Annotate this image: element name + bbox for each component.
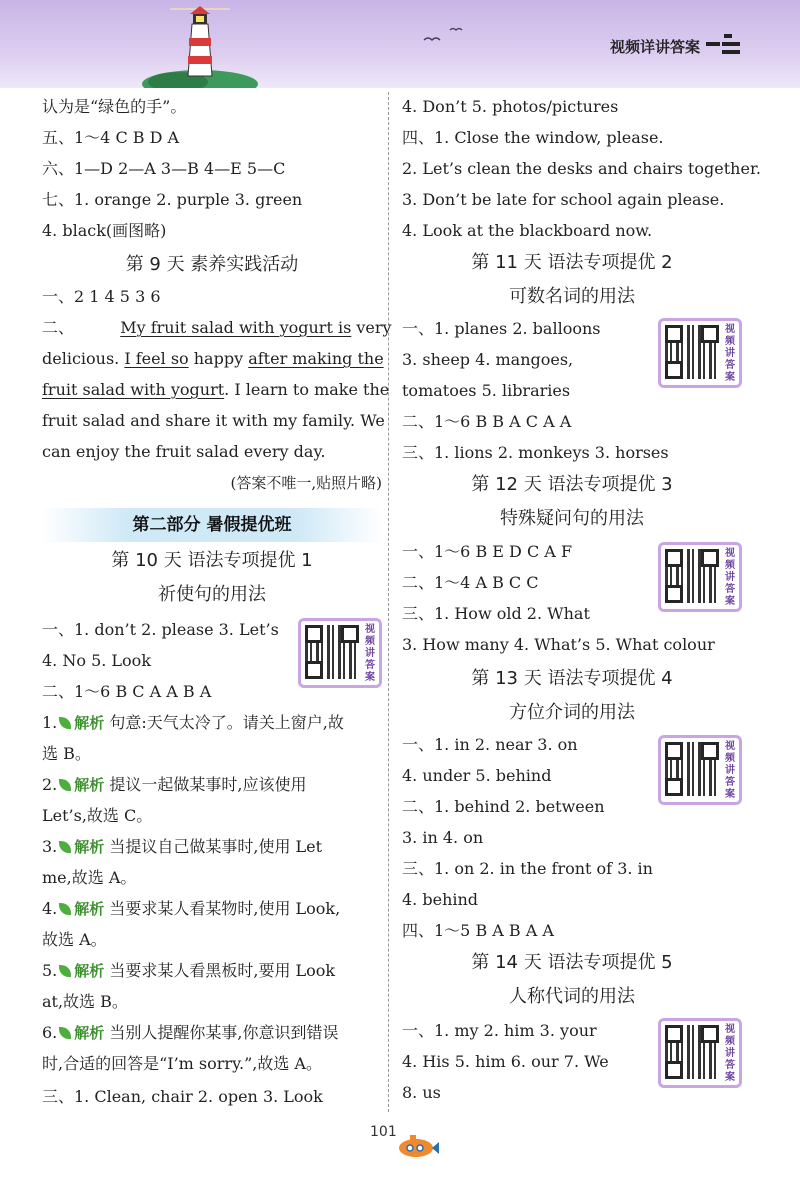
section-heading: 第 10 天 语法专项提优 1 [111,550,313,571]
page-number: 101 [370,1124,397,1140]
leaf-icon [59,717,71,729]
answer-line: 一、1. don’t 2. please 3. Let’s [42,620,279,639]
answer-line: 四、1. Close the window, please. [402,128,664,147]
explanation-line: 故选 A。 [42,930,107,949]
qr-label: 视频讲答案 [725,741,735,800]
qr-pattern [665,325,719,379]
answer-paragraph-line: can enjoy the fruit salad every day. [42,442,326,461]
column-divider [388,92,389,1112]
text: happy [188,349,249,368]
header-mark-icon [706,30,742,58]
answer-line: 一、1. in 2. near 3. on [402,735,578,754]
leaf-icon [59,1027,71,1039]
section-heading: 第 14 天 语法专项提优 5 [471,952,673,973]
explanation-line: 选 B。 [42,744,91,763]
leaf-icon [59,965,71,977]
explanation-line [42,712,344,734]
answer-line: 4. Don’t 5. photos/pictures [402,97,619,116]
note-line: (答案不唯一,贴照片略) [230,474,382,492]
answer-line: 3. How many 4. What’s 5. What colour [402,635,715,654]
section-heading: 第 11 天 语法专项提优 2 [471,252,673,273]
qr-label: 视频讲答案 [365,624,375,683]
item-number: 5. [42,961,58,980]
answer-line: 认为是“绿色的手”。 [42,97,187,116]
text: very [351,318,392,337]
explanation-line [42,898,340,920]
section-heading: 第 12 天 语法专项提优 3 [471,474,673,495]
qr-code[interactable] [658,318,742,388]
section-subheading: 可数名词的用法 [509,286,635,307]
answer-line: 3. sheep 4. mangoes, [402,350,574,369]
text: 当别人提醒你某事,你意识到错误 [104,1023,339,1042]
answer-line: 三、1. How old 2. What [402,604,590,623]
qr-code[interactable] [658,1018,742,1088]
explanation-tag: 解析 [74,776,105,794]
text: delicious. [42,349,125,368]
text: 提议一起做某事时,应该使用 [104,775,307,794]
answer-line: 二、1～4 A B C C [402,573,539,592]
explanation-line: at,故选 B。 [42,992,128,1011]
text: . I learn to make the [224,380,390,399]
answer-line: 一、1. my 2. him 3. your [402,1021,597,1040]
item-number: 2. [42,775,58,794]
part-banner: 第二部分 暑假提优班 [42,508,382,542]
explanation-tag: 解析 [74,838,105,856]
birds-icon [420,22,470,46]
answer-line: 4. Look at the blackboard now. [402,221,653,240]
leaf-icon [59,779,71,791]
answer-line: 4. His 5. him 6. our 7. We [402,1052,609,1071]
answer-line: 二、1～6 B B A C A A [402,412,572,431]
explanation-tag: 解析 [74,714,105,732]
answer-line: 4. No 5. Look [42,651,152,670]
qr-code[interactable] [658,542,742,612]
answer-line: 4. behind [402,890,479,909]
qr-pattern [665,1025,719,1079]
explanation-line [42,774,306,796]
section-subheading: 祈使句的用法 [158,584,266,605]
section-subheading: 方位介词的用法 [509,702,635,723]
answer-line: tomatoes 5. libraries [402,381,571,400]
answer-paragraph-line [42,348,382,370]
answer-line: 2. Let’s clean the desks and chairs together. [402,159,761,178]
answer-line: 8. us [402,1083,441,1102]
explanation-line: 时,合适的回答是“I’m sorry.”,故选 A。 [42,1054,322,1073]
explanation-line: me,故选 A。 [42,868,137,887]
answer-line: 五、1～4 C B D A [42,128,180,147]
qr-label: 视频讲答案 [725,548,735,607]
explanation-tag: 解析 [74,900,105,918]
answer-paragraph-line [42,317,392,339]
text: 二、 [42,318,75,337]
answer-line: 三、1. Clean, chair 2. open 3. Look [42,1087,323,1106]
header-title: 视频详讲答案 [609,38,700,56]
text: 当要求某人看黑板时,要用 Look [104,961,336,980]
item-number: 6. [42,1023,58,1042]
qr-pattern [665,549,719,603]
answer-paragraph-line: fruit salad and share it with my family. We [42,411,385,430]
qr-code[interactable] [298,618,382,688]
explanation-line [42,836,322,858]
answer-line: 六、1—D 2—A 3—B 4—E 5—C [42,159,286,178]
underlined-text: I feel so [124,349,189,368]
leaf-icon [59,841,71,853]
underlined-text: after making the [248,349,384,368]
submarine-icon [396,1133,440,1159]
section-subheading: 特殊疑问句的用法 [500,508,644,529]
text: 当要求某人看某物时,使用 Look, [104,899,341,918]
underlined-text: My fruit salad with yogurt is [120,318,352,337]
answer-line: 4. under 5. behind [402,766,552,785]
explanation-tag: 解析 [74,1024,105,1042]
answer-line: 3. Don’t be late for school again please. [402,190,725,209]
explanation-line [42,1022,338,1044]
lighthouse-illustration [140,4,260,88]
explanation-tag: 解析 [74,962,105,980]
answer-paragraph-line [42,379,390,401]
explanation-line [42,960,335,982]
item-number: 1. [42,713,58,732]
page-header [0,0,800,88]
qr-label: 视频讲答案 [725,1024,735,1083]
qr-label: 视频讲答案 [725,324,735,383]
answer-line: 一、1～6 B E D C A F [402,542,573,561]
qr-pattern [665,742,719,796]
answer-line: 一、1. planes 2. balloons [402,319,601,338]
answer-line: 三、1. lions 2. monkeys 3. horses [402,443,669,462]
item-number: 4. [42,899,58,918]
section-subheading: 人称代词的用法 [509,986,635,1007]
answer-line: 一、2 1 4 5 3 6 [42,287,161,306]
qr-pattern [305,625,359,679]
answer-line: 三、1. on 2. in the front of 3. in [402,859,653,878]
explanation-line: Let’s,故选 C。 [42,806,153,825]
underlined-text: fruit salad with yogurt [42,380,225,399]
answer-line: 3. in 4. on [402,828,484,847]
text: 句意:天气太冷了。请关上窗户,故 [104,713,344,732]
item-number: 3. [42,837,58,856]
qr-code[interactable] [658,735,742,805]
text: 当提议自己做某事时,使用 Let [104,837,323,856]
answer-line: 4. black(画图略) [42,221,167,240]
leaf-icon [59,903,71,915]
answer-line: 四、1～5 B A B A A [402,921,554,940]
answer-line: 二、1～6 B C A A B A [42,682,212,701]
answer-line: 七、1. orange 2. purple 3. green [42,190,303,209]
section-heading: 第 9 天 素养实践活动 [125,254,299,275]
answer-line: 二、1. behind 2. between [402,797,605,816]
section-heading: 第 13 天 语法专项提优 4 [471,668,673,689]
